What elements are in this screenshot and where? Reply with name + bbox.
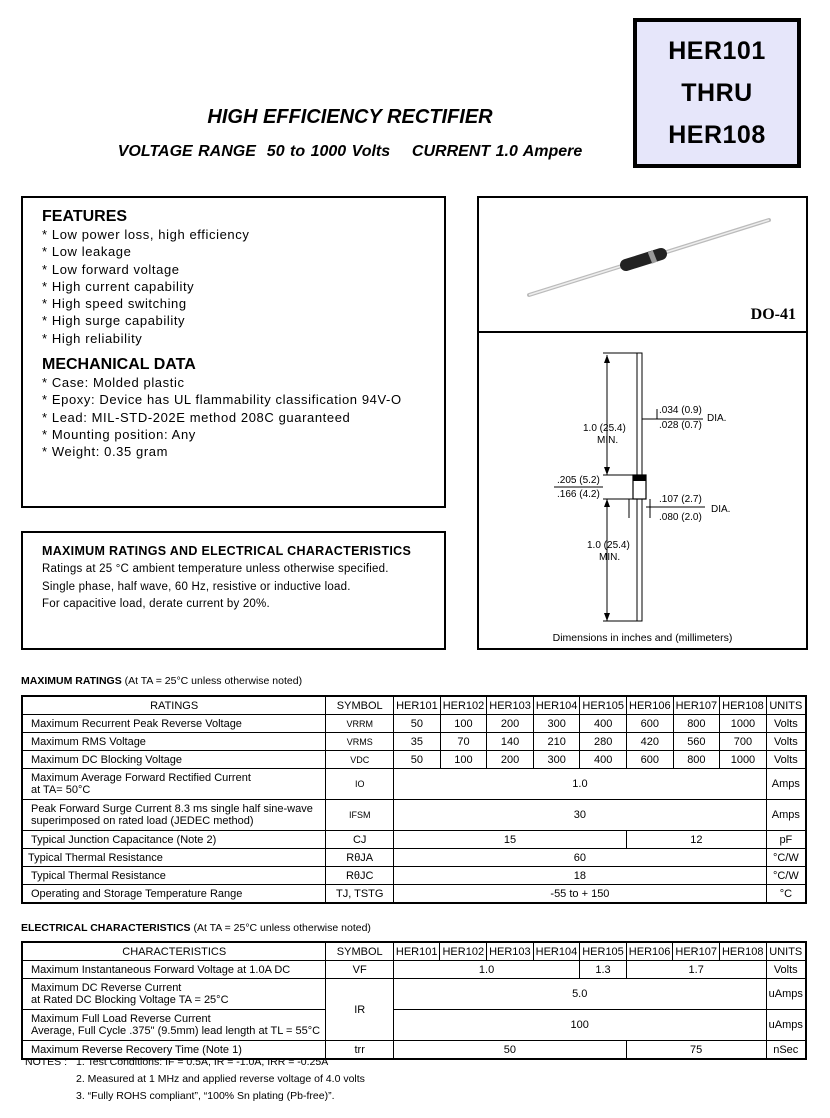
- row-unit: °C/W: [766, 867, 806, 885]
- max-ratings-title-rest: (At TA = 25°C unless otherwise noted): [121, 675, 303, 687]
- row-symbol: IR: [326, 979, 393, 1041]
- col-header: HER103: [487, 696, 534, 715]
- row-unit: Volts: [766, 961, 806, 979]
- part-line: HER108: [668, 121, 766, 149]
- row-unit: uAmps: [766, 1010, 806, 1041]
- table-row: [22, 733, 806, 751]
- row-unit: pF: [766, 831, 806, 849]
- dim-body-dia-min: .080 (2.0): [659, 512, 702, 523]
- row-symbol: IFSM: [326, 800, 394, 831]
- row-label-line: superimposed on rated load (JEDEC method): [31, 815, 254, 827]
- cell: 560: [673, 733, 720, 751]
- col-header: CHARACTERISTICS: [22, 942, 326, 961]
- row-label: Operating and Storage Temperature Range: [22, 885, 326, 904]
- elec-title-rest: (At TA = 25°C unless otherwise noted): [190, 922, 371, 934]
- table-row: [22, 867, 806, 885]
- mechanical-list: [42, 374, 444, 460]
- table-row: [22, 800, 806, 831]
- part-number-box: [633, 18, 801, 168]
- cell: 700: [720, 733, 767, 751]
- features-heading: FEATURES: [42, 208, 128, 225]
- col-header: HER104: [533, 696, 580, 715]
- row-label: Typical Thermal Resistance: [22, 867, 326, 885]
- row-unit: Volts: [766, 715, 806, 733]
- feature-item: * Low power loss, high efficiency: [42, 227, 250, 242]
- col-header: HER105: [580, 942, 627, 961]
- row-label: Typical Thermal Resistance: [22, 849, 326, 867]
- row-unit: Volts: [766, 751, 806, 769]
- dimension-drawing-box: [477, 331, 808, 650]
- cell: 420: [627, 733, 674, 751]
- max-ratings-table: [21, 695, 807, 904]
- feature-item: * High surge capability: [42, 313, 186, 329]
- col-header: HER101: [393, 942, 440, 961]
- dim-lead-dia-max: .034 (0.9): [659, 405, 702, 416]
- dim-body-len-min: .166 (4.2): [557, 489, 600, 500]
- row-unit: °C/W: [766, 849, 806, 867]
- col-header: HER106: [627, 696, 674, 715]
- table-row: [22, 1010, 806, 1041]
- col-header: UNITS: [766, 696, 806, 715]
- cell: 1.0: [393, 961, 579, 979]
- cell: 600: [627, 751, 674, 769]
- feature-item: * High speed switching: [42, 296, 187, 312]
- note-item: 2. Measured at 1 MHz and applied reverse voltage of 4.0 volts: [76, 1073, 365, 1085]
- row-unit: uAmps: [766, 979, 806, 1010]
- notes-label: NOTES :: [25, 1056, 68, 1068]
- mechanical-item: * Epoxy: Device has UL flammability classification 94V-O: [42, 392, 402, 408]
- table-row: [22, 885, 806, 904]
- row-symbol: VF: [326, 961, 393, 979]
- feature-item: * High current capability: [42, 278, 195, 294]
- cell: -55 to + 150: [394, 885, 767, 904]
- cell: 600: [627, 715, 674, 733]
- cell: 280: [580, 733, 627, 751]
- cell: 60: [394, 849, 767, 867]
- table-row: [22, 751, 806, 769]
- col-header: HER103: [487, 942, 534, 961]
- row-label-line: Maximum Full Load Reverse Current: [31, 1013, 211, 1025]
- row-symbol: IO: [326, 769, 394, 800]
- table-row: [22, 715, 806, 733]
- row-unit: Amps: [766, 800, 806, 831]
- mechanical-item: * Mounting position: Any: [42, 426, 196, 442]
- row-label-line: Maximum DC Reverse Current: [31, 982, 182, 994]
- row-symbol: VRRM: [326, 715, 394, 733]
- package-photo-box: [477, 196, 808, 333]
- feature-item: * Low leakage: [42, 244, 132, 260]
- row-label: [22, 800, 326, 831]
- package-label: DO-41: [750, 306, 796, 323]
- col-header: HER105: [580, 696, 627, 715]
- ratings-note-line: Ratings at 25 °C ambient temperature unless otherwise specified.: [42, 563, 389, 575]
- dim-body-dia-max: .107 (2.7): [659, 494, 702, 505]
- table-header-row: [22, 942, 806, 961]
- row-label-line: Maximum Average Forward Rectified Current: [31, 772, 251, 784]
- elec-title: [21, 922, 371, 934]
- row-label-line: Average, Full Cycle .375" (9.5mm) lead length at TL = 55°C: [31, 1025, 321, 1037]
- row-label: Maximum Reverse Recovery Time (Note 1): [22, 1041, 326, 1060]
- feature-list: [42, 226, 444, 347]
- cell: 50: [394, 715, 441, 733]
- col-header: HER102: [440, 942, 487, 961]
- row-label: [22, 1010, 326, 1041]
- row-unit: nSec: [766, 1041, 806, 1060]
- row-symbol: CJ: [326, 831, 394, 849]
- elec-title-bold: ELECTRICAL CHARACTERISTICS: [21, 922, 191, 934]
- cell: 800: [673, 751, 720, 769]
- col-header: HER107: [673, 696, 720, 715]
- row-label: Typical Junction Capacitance (Note 2): [22, 831, 326, 849]
- row-label: Maximum DC Blocking Voltage: [22, 751, 326, 769]
- feature-item: * Low forward voltage: [42, 261, 180, 277]
- cell: 1000: [720, 751, 767, 769]
- dim-lead-length-bottom: 1.0 (25.4): [587, 540, 630, 551]
- page-subtitle: VOLTAGE RANGE 50 to 1000 Volts CURRENT 1.0 Ampere: [117, 143, 583, 160]
- dim-min-top: MIN.: [597, 435, 619, 446]
- table-row: [22, 769, 806, 800]
- col-header: HER101: [394, 696, 441, 715]
- mechanical-item: * Lead: MIL-STD-202E method 208C guaranteed: [42, 409, 351, 425]
- cell: 75: [626, 1041, 766, 1060]
- row-label: Maximum Instantaneous Forward Voltage at 1.0A DC: [22, 961, 326, 979]
- row-unit: Amps: [766, 769, 806, 800]
- col-header: HER102: [440, 696, 487, 715]
- row-label: Maximum RMS Voltage: [22, 733, 326, 751]
- dimension-drawing: [479, 333, 806, 648]
- col-header: SYMBOL: [326, 696, 394, 715]
- ratings-note-heading: MAXIMUM RATINGS AND ELECTRICAL CHARACTERISTICS: [42, 544, 412, 558]
- page-title: HIGH EFFICIENCY RECTIFIER: [207, 106, 493, 128]
- cell: 400: [580, 715, 627, 733]
- dim-lead-dia-min: .028 (0.7): [659, 420, 702, 431]
- cell: 50: [393, 1041, 626, 1060]
- col-header: UNITS: [766, 942, 806, 961]
- part-line: HER101: [668, 37, 766, 65]
- feature-item: * High reliability: [42, 330, 143, 346]
- row-label-line: Peak Forward Surge Current 8.3 ms single half sine-wave: [31, 803, 313, 815]
- row-symbol: VDC: [326, 751, 394, 769]
- mechanical-heading: MECHANICAL DATA: [42, 356, 196, 374]
- dim-body-dia-label: DIA.: [711, 504, 731, 515]
- cell: 35: [394, 733, 441, 751]
- dim-body-len-max: .205 (5.2): [557, 475, 600, 486]
- cell: 1.0: [394, 769, 767, 800]
- cell: 12: [627, 831, 767, 849]
- note-item: 3. “Fully ROHS compliant”, “100% Sn plating (Pb-free)”.: [76, 1090, 335, 1102]
- table-header-row: [22, 696, 806, 715]
- cell: 1000: [720, 715, 767, 733]
- cell: 70: [440, 733, 487, 751]
- col-header: HER104: [533, 942, 580, 961]
- col-header: HER106: [626, 942, 673, 961]
- cell: 400: [580, 751, 627, 769]
- max-ratings-title-bold: MAXIMUM RATINGS: [21, 675, 122, 687]
- cell: 100: [393, 1010, 766, 1041]
- col-header: RATINGS: [22, 696, 326, 715]
- ratings-note-line: Single phase, half wave, 60 Hz, resistive or inductive load.: [42, 580, 351, 593]
- col-header: HER108: [719, 942, 766, 961]
- cell: 800: [673, 715, 720, 733]
- cell: 300: [533, 715, 580, 733]
- table-row: [22, 849, 806, 867]
- cell: 30: [394, 800, 767, 831]
- note-item: 1. Test Conditions: IF = 0.5A, IR = -1.0A, IRR = -0.25A: [76, 1056, 329, 1068]
- electrical-table: [21, 941, 807, 1060]
- dimension-caption: Dimensions in inches and (millimeters): [552, 632, 733, 644]
- dim-min-bottom: MIN.: [599, 552, 621, 563]
- table-row: [22, 831, 806, 849]
- ratings-note-line: For capacitive load, derate current by 20%.: [42, 598, 270, 610]
- features-box: [21, 196, 446, 508]
- cell: 15: [394, 831, 627, 849]
- row-label: [22, 979, 326, 1010]
- row-symbol: RθJC: [326, 867, 394, 885]
- row-label: Maximum Recurrent Peak Reverse Voltage: [22, 715, 326, 733]
- cell: 300: [533, 751, 580, 769]
- cell: 210: [533, 733, 580, 751]
- cell: 1.3: [580, 961, 627, 979]
- cell: 140: [487, 733, 534, 751]
- row-symbol: TJ, TSTG: [326, 885, 394, 904]
- cell: 200: [487, 715, 534, 733]
- dim-lead-dia-label: DIA.: [707, 413, 727, 424]
- table-row: [22, 979, 806, 1010]
- row-symbol: trr: [326, 1041, 393, 1060]
- col-header: SYMBOL: [326, 942, 393, 961]
- mechanical-item: * Case: Molded plastic: [42, 375, 185, 391]
- table-row: [22, 961, 806, 979]
- mechanical-item: * Weight: 0.35 gram: [42, 444, 169, 460]
- col-header: HER108: [720, 696, 767, 715]
- row-symbol: RθJA: [326, 849, 394, 867]
- dim-lead-length-top: 1.0 (25.4): [583, 423, 626, 434]
- notes-list: [76, 1054, 365, 1105]
- ratings-note-box: [21, 531, 446, 650]
- part-line: THRU: [681, 79, 753, 107]
- cell: 1.7: [626, 961, 766, 979]
- row-label: [22, 769, 326, 800]
- row-label-line: at TA= 50°C: [31, 784, 91, 796]
- cell: 18: [394, 867, 767, 885]
- row-unit: Volts: [766, 733, 806, 751]
- cell: 200: [487, 751, 534, 769]
- cell: 100: [440, 751, 487, 769]
- cell: 5.0: [393, 979, 766, 1010]
- row-symbol: VRMS: [326, 733, 394, 751]
- col-header: HER107: [673, 942, 720, 961]
- cell: 50: [394, 751, 441, 769]
- row-label-line: at Rated DC Blocking Voltage TA = 25°C: [31, 994, 229, 1006]
- row-unit: °C: [766, 885, 806, 904]
- cell: 100: [440, 715, 487, 733]
- max-ratings-title: [21, 675, 302, 687]
